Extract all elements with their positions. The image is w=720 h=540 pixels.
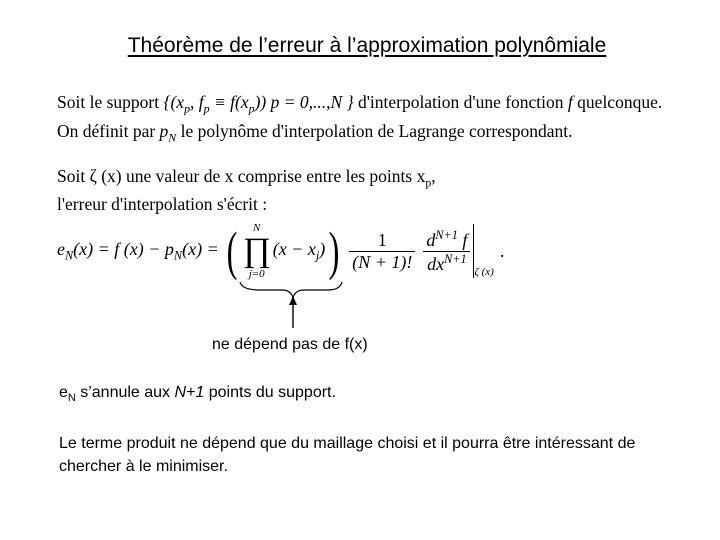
- support-text-a: Soit le support: [57, 92, 160, 112]
- define-pn: $p_N$: [159, 121, 177, 145]
- support-set: {($x_p$, $f_p \equiv f(x_p)$) p = 0,...,N }: [163, 92, 354, 116]
- support-text-b: d'interpolation d'une fonction: [357, 92, 564, 112]
- remark: Le terme produit ne dépend que du maillage choisi et il pourra être intéressant de chercher à le minimiser.: [59, 435, 636, 475]
- support-function: f: [567, 92, 573, 112]
- product-factor: $(x - x_j)$: [272, 238, 326, 263]
- define-text-b: le polynôme d'interpolation de Lagrange correspondant.: [180, 121, 573, 141]
- formula-period: .: [499, 240, 505, 261]
- formula-lhs: $e_N(x) = f$ $(x) - p_N(x)$ =: [57, 238, 219, 263]
- factorial-fraction: $\frac{1}{(N + 1)!}$: [349, 230, 415, 273]
- define-text-a: On définit par: [57, 121, 156, 141]
- zeros-statement: $e_N$ s’annule aux N+1 points du support.: [59, 384, 336, 405]
- derivative-fraction: $\frac{d^{N+1} f}{dx^{N+1}}$: [423, 228, 470, 275]
- evaluation-point: ζ (x): [474, 266, 494, 278]
- underbrace-arrow: [230, 278, 350, 330]
- support-text-c: quelconque.: [577, 92, 663, 112]
- page-title: Théorème de l’erreur à l’approximation polynômiale: [127, 34, 607, 57]
- support-line: [57, 92, 662, 117]
- define-line: [57, 121, 573, 146]
- error-formula: $e_N(x) = f$ $(x) - p_N(x)$ = ( N ∏ j=0 $(x - x_j)$ ) $\frac{1}{(N + 1)!}$ $\frac{d^{N+1} f}{dx^{N+1}}$ ζ (x) .: [57, 221, 505, 281]
- product-symbol: N ∏ j=0: [242, 222, 271, 280]
- zeta-line: Soit ζ (x) une valeur de x comprise entre les points $x_p$,: [57, 166, 436, 190]
- annotation: ne dépend pas de f(x): [212, 336, 368, 353]
- error-intro-line: l'erreur d'interpolation s'écrit :: [57, 194, 268, 214]
